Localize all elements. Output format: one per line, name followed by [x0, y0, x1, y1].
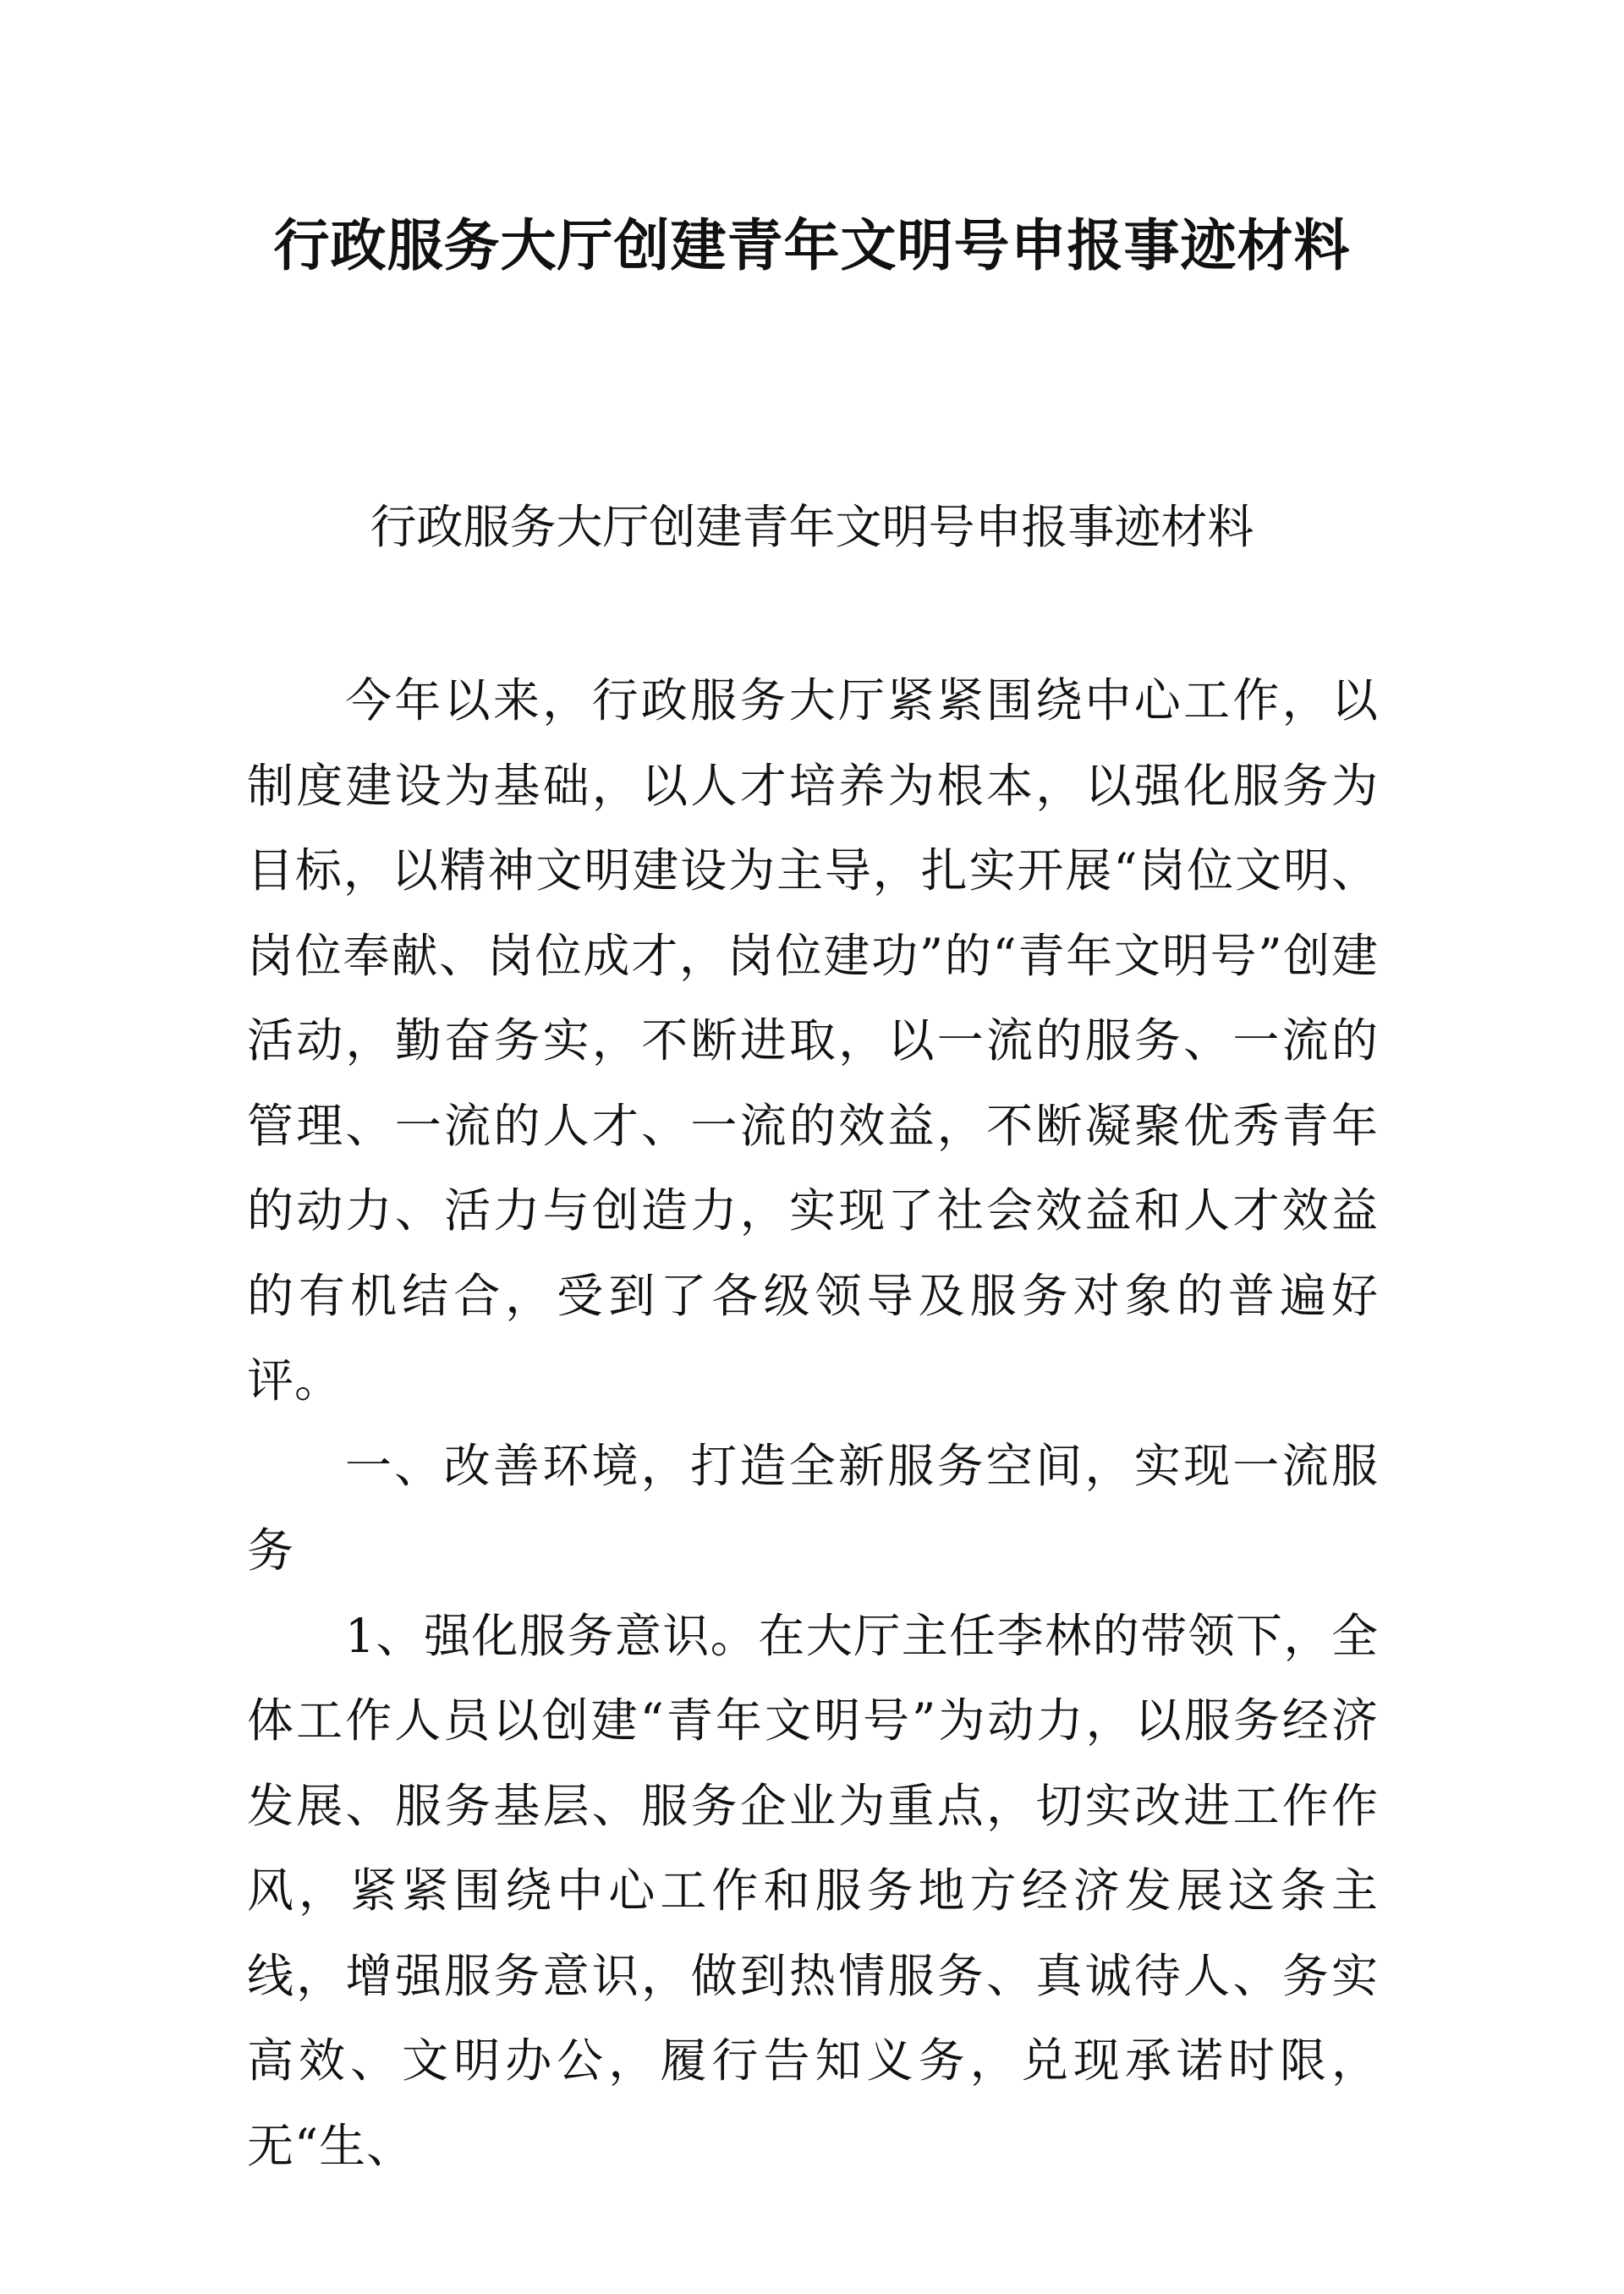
paragraph-intro: 今年以来，行政服务大厅紧紧围绕中心工作，以制度建设为基础，以人才培养为根本，以强化服务为目标，以精神文明建设为主导，扎实开展“岗位文明、岗位奉献、岗位成才，岗位建功”的“青年文明号”创建活动，勤奋务实，不断进取，以一流的服务、一流的管理、一流的人才、一流的效益，不断凝聚优秀青年的动力、活力与创造力，实现了社会效益和人才效益的有机结合，受到了各级领导及服务对象的普遍好评。	[247, 673, 1379, 1408]
paragraph-service-awareness: 1、强化服务意识。在大厅主任李林的带领下，全体工作人员以创建“青年文明号”为动力，以服务经济发展、服务基层、服务企业为重点，切实改进工作作风，紧紧围绕中心工作和服务地方经济发展这条主线，增强服务意识，做到热情服务、真诚待人、务实高效、文明办公，履行告知义务，兑现承诺时限，无“生、	[247, 1608, 1379, 2173]
document-title: 行政服务大厅创建青年文明号申报事迹材料	[273, 213, 1351, 278]
section-heading-1: 一、改善环境，打造全新服务空间，实现一流服务	[247, 1438, 1379, 1578]
document-subtitle: 行政服务大厅创建青年文明号申报事迹材料	[370, 500, 1254, 554]
document-body	[247, 658, 1379, 2188]
